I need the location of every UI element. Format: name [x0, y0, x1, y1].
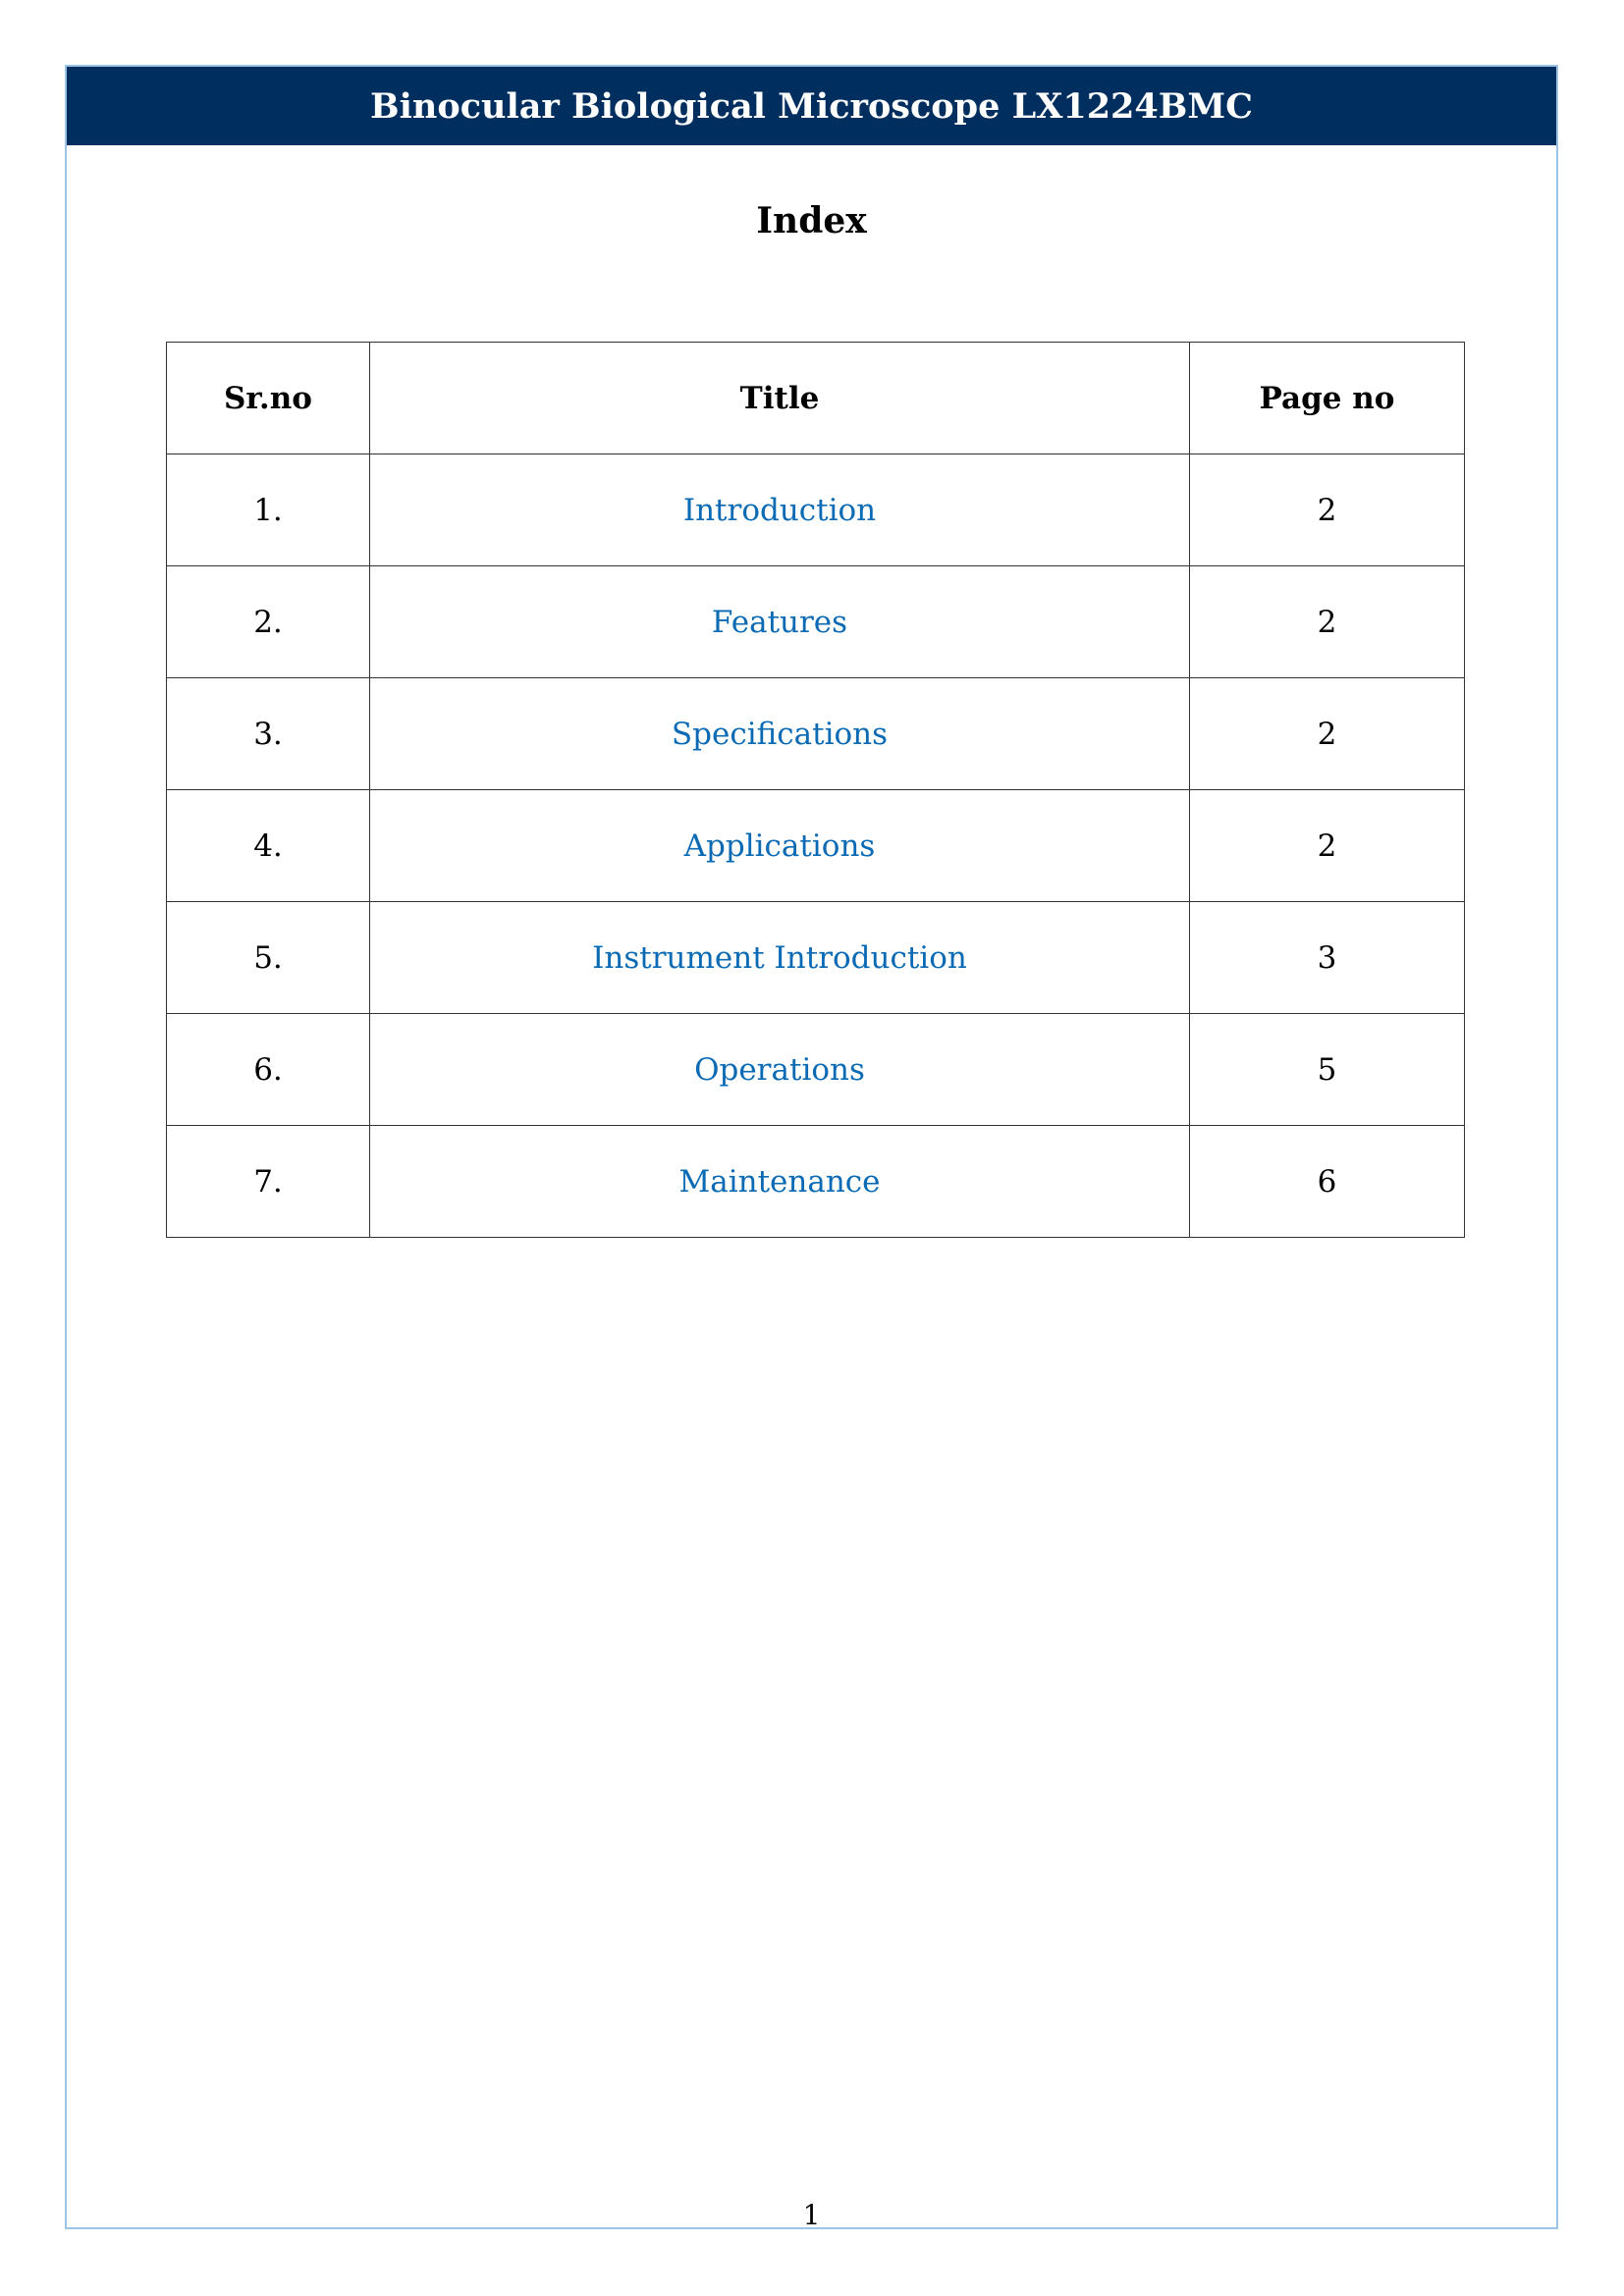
- row-srno: 7.: [167, 1126, 370, 1238]
- document-title: Binocular Biological Microscope LX1224BMC: [370, 85, 1253, 127]
- row-page-number: 3: [1190, 902, 1465, 1014]
- toc-link-maintenance[interactable]: Maintenance: [370, 1126, 1190, 1238]
- row-page-number: 2: [1190, 566, 1465, 678]
- row-srno: 6.: [167, 1014, 370, 1126]
- toc-link-applications[interactable]: Applications: [370, 790, 1190, 902]
- table-row: [167, 1126, 1465, 1238]
- toc-link-specifications[interactable]: Specifications: [370, 678, 1190, 790]
- row-page-number: 6: [1190, 1126, 1465, 1238]
- row-page-number: 2: [1190, 790, 1465, 902]
- toc-link-operations[interactable]: Operations: [370, 1014, 1190, 1126]
- table-row: [167, 902, 1465, 1014]
- table-row: [167, 454, 1465, 566]
- row-srno: 3.: [167, 678, 370, 790]
- document-header: [67, 67, 1556, 145]
- row-page-number: 2: [1190, 454, 1465, 566]
- table-row: [167, 790, 1465, 902]
- toc-link-features[interactable]: Features: [370, 566, 1190, 678]
- table-header-row: [167, 343, 1465, 454]
- column-header-srno: Sr.no: [167, 343, 370, 454]
- table-row: [167, 1014, 1465, 1126]
- table-row: [167, 678, 1465, 790]
- page-frame: [65, 65, 1558, 2229]
- column-header-page: Page no: [1190, 343, 1465, 454]
- page-number: 1: [802, 2199, 821, 2231]
- toc-link-instrument-introduction[interactable]: Instrument Introduction: [370, 902, 1190, 1014]
- index-heading: Index: [756, 200, 867, 241]
- column-header-title: Title: [370, 343, 1190, 454]
- row-page-number: 2: [1190, 678, 1465, 790]
- table-row: [167, 566, 1465, 678]
- row-srno: 2.: [167, 566, 370, 678]
- row-srno: 5.: [167, 902, 370, 1014]
- row-srno: 1.: [167, 454, 370, 566]
- row-srno: 4.: [167, 790, 370, 902]
- index-table: [166, 342, 1465, 1238]
- toc-link-introduction[interactable]: Introduction: [370, 454, 1190, 566]
- row-page-number: 5: [1190, 1014, 1465, 1126]
